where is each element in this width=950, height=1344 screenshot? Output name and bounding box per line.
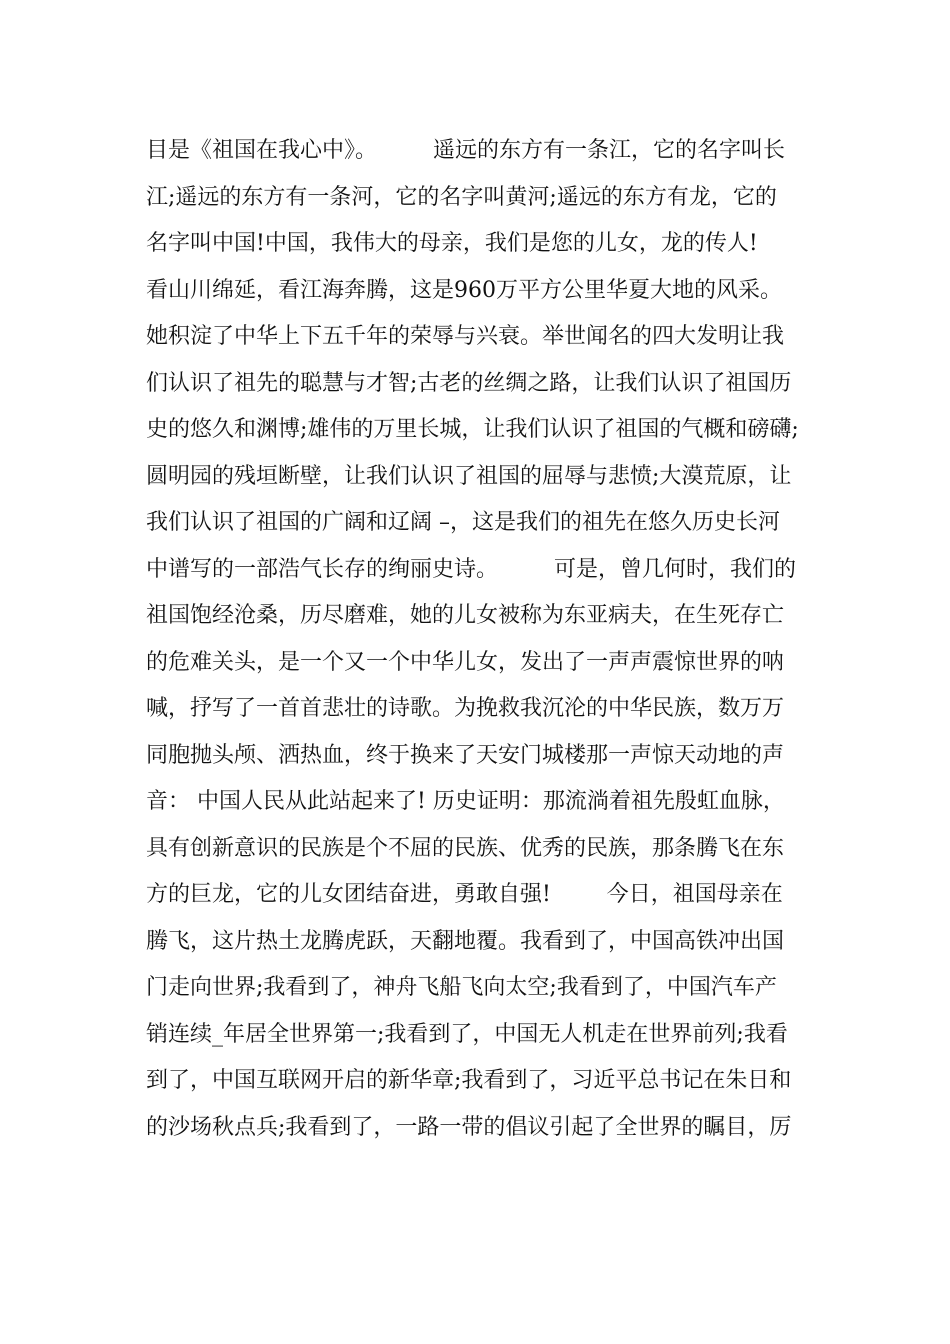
text-line: 们认识了祖先的聪慧与才智;古老的丝绸之路，让我们认识了祖国历 xyxy=(146,370,792,396)
text-line: 方的巨龙，它的儿女团结奋进，勇敢自强! 今日，祖国母亲在 xyxy=(146,882,783,907)
text-line: 名字叫中国!中国，我伟大的母亲，我们是您的儿女，龙的传人! xyxy=(146,231,758,256)
text-line: 销连续_年居全世界第一;我看到了，中国无人机走在世界前列;我看 xyxy=(146,1021,788,1047)
text-line: 喊，抒写了一首首悲壮的诗歌。为挽救我沉沦的中华民族，数万万 xyxy=(146,696,785,721)
text-line: 江;遥远的东方有一条河，它的名字叫黄河;遥远的东方有龙，它的 xyxy=(146,184,777,210)
text-line: 她积淀了中华上下五千年的荣辱与兴衰。举世闻名的四大发明让我 xyxy=(146,324,785,349)
text-line: 的危难关头，是一个又一个中华儿女，发出了一声声震惊世界的呐 xyxy=(146,649,785,675)
text-line: 到了，中国互联网开启的新华章;我看到了，习近平总书记在朱日和 xyxy=(146,1068,792,1093)
text-line: 祖国饱经沧桑，历尽磨难，她的儿女被称为东亚病夫，在生死存亡 xyxy=(146,603,785,628)
text-line: 史的悠久和渊博;雄伟的万里长城，让我们认识了祖国的气概和磅礴; xyxy=(146,417,799,442)
text-line: 中谱写的一部浩气长存的绚丽史诗。 可是，曾几何时，我们的 xyxy=(146,556,796,582)
text-line: 具有创新意识的民族是个不屈的民族、优秀的民族，那条腾飞在东 xyxy=(146,835,785,861)
text-line: 我们认识了祖国的广阔和辽阔 –，这是我们的祖先在悠久历史长河 xyxy=(146,510,780,535)
text-line: 门走向世界;我看到了，神舟飞船飞向太空;我看到了，中国汽车产 xyxy=(146,975,777,1000)
text-line: 目是《祖国在我心中》。 遥远的东方有一条江，它的名字叫长 xyxy=(146,138,785,163)
text-line: 的沙场秋点兵;我看到了，一路一带的倡议引起了全世界的瞩目，厉 xyxy=(146,1114,792,1140)
document-body xyxy=(146,128,826,1151)
text-line: 圆明园的残垣断壁，让我们认识了祖国的屈辱与悲愤;大漠荒原，让 xyxy=(146,463,792,489)
text-line: 同胞抛头颅、洒热血，终于换来了天安门城楼那一声惊天动地的声 xyxy=(146,742,785,768)
text-line: 看山川绵延，看江海奔腾，这是960万平方公里华夏大地的风采。 xyxy=(146,277,782,303)
text-line: 音： 中国人民从此站起来了! 历史证明：那流淌着祖先殷虹血脉， xyxy=(146,789,785,814)
text-line: 腾飞，这片热土龙腾虎跃，天翻地覆。我看到了，中国高铁冲出国 xyxy=(146,928,785,954)
